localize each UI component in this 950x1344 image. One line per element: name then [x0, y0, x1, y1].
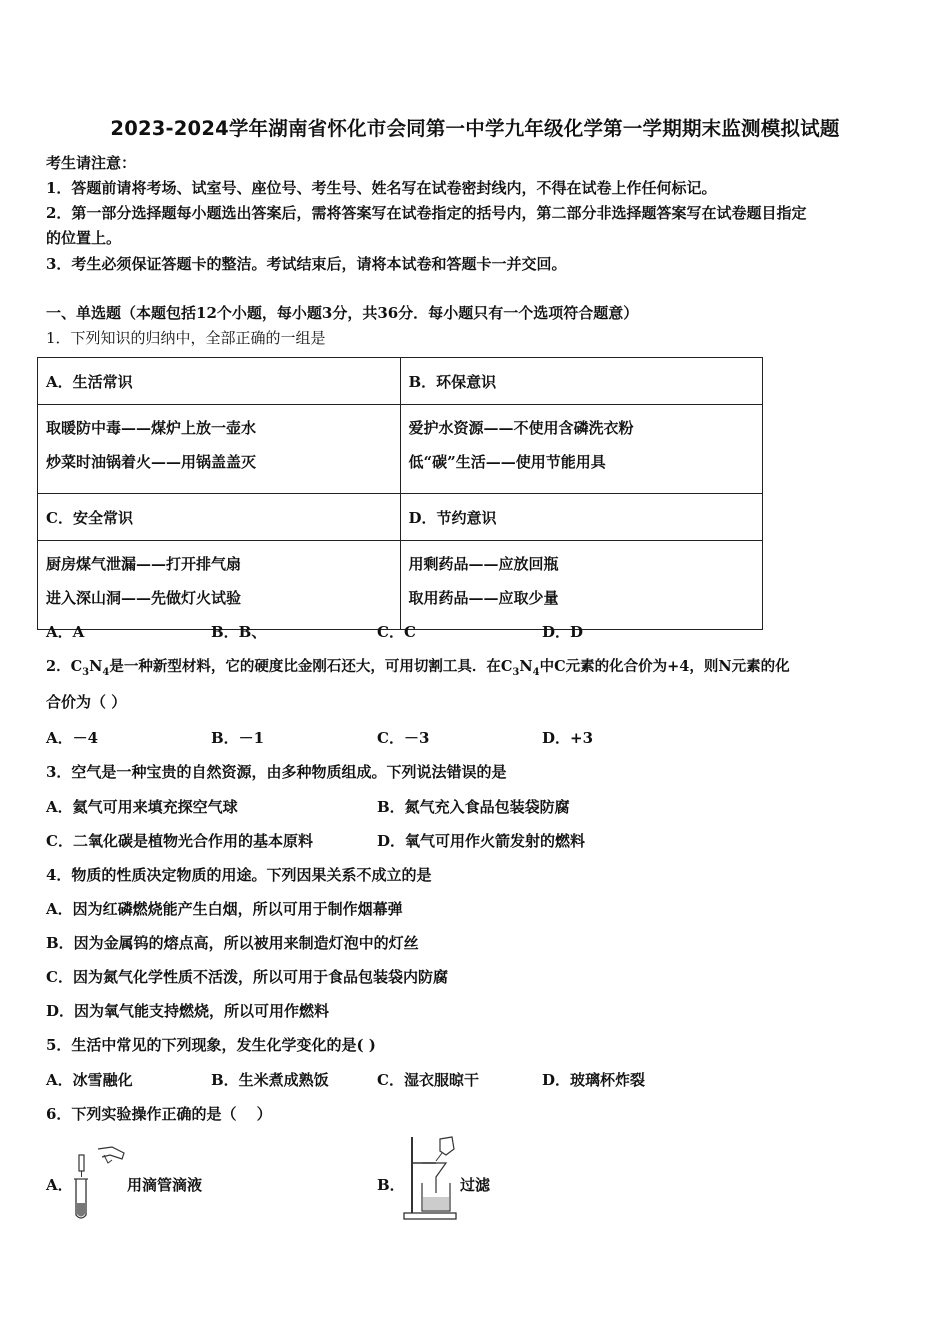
q3-option-b[interactable]: B．氮气充入食品包装袋防腐	[377, 798, 570, 816]
section-heading: 一、单选题（本题包括12个小题，每小题3分，共36分．每小题只有一个选项符合题意）	[46, 304, 639, 322]
dropper-test-tube-icon	[68, 1143, 128, 1223]
q2-stem-cont: 合价为（ ）	[46, 693, 127, 711]
q1-a-line-2: 炒菜时油锅着火——用锅盖盖灭	[46, 453, 257, 471]
notice-item-3: 3．考生必须保证答题卡的整洁。考试结束后，请将本试卷和答题卡一并交回。	[46, 255, 567, 273]
q2-option-a[interactable]: A．－4	[46, 729, 99, 747]
filtration-apparatus-icon	[400, 1133, 462, 1221]
q5-option-a[interactable]: A．冰雪融化	[46, 1071, 133, 1089]
q1-cell-b-body	[400, 405, 763, 494]
q1-c-line-1: 厨房煤气泄漏——打开排气扇	[46, 555, 242, 573]
q2-option-c[interactable]: C．－3	[377, 729, 430, 747]
q1-stem: 1．下列知识的归纳中，全部正确的一组是	[46, 329, 326, 347]
q1-option-a[interactable]: A．A	[46, 623, 85, 641]
q4-stem: 4．物质的性质决定物质的用途。下列因果关系不成立的是	[46, 866, 432, 884]
q6-option-b-letter[interactable]: B．	[377, 1176, 405, 1194]
q5-option-b[interactable]: B．生米煮成熟饭	[211, 1071, 329, 1089]
q1-table	[37, 357, 763, 630]
q1-cell-d-head: D．节约意识	[400, 494, 763, 541]
q1-cell-d-body	[400, 541, 763, 630]
q1-a-line-1: 取暖防中毒——煤炉上放一壶水	[46, 419, 257, 437]
q2-option-b[interactable]: B．－1	[211, 729, 265, 747]
q3-option-d[interactable]: D．氧气可用作火箭发射的燃料	[377, 832, 586, 850]
q6-stem: 6．下列实验操作正确的是（ ）	[46, 1105, 272, 1123]
q5-stem: 5．生活中常见的下列现象，发生化学变化的是( )	[46, 1036, 376, 1054]
q1-c-line-2: 进入深山洞——先做灯火试验	[46, 589, 242, 607]
notice-item-2: 2．第一部分选择题每小题选出答案后，需将答案写在试卷指定的括号内，第二部分非选择题答案写在试卷题目指定	[46, 204, 807, 222]
q4-option-b[interactable]: B．因为金属钨的熔点高，所以被用来制造灯泡中的灯丝	[46, 934, 419, 952]
notice-item-1: 1．答题前请将考场、试室号、座位号、考生号、姓名写在试卷密封线内，不得在试卷上作任何标记。	[46, 179, 717, 197]
q1-cell-a-head: A．生活常识	[38, 358, 401, 405]
q3-option-a[interactable]: A．氦气可用来填充探空气球	[46, 798, 238, 816]
q3-stem: 3．空气是一种宝贵的自然资源，由多种物质组成。下列说法错误的是	[46, 763, 507, 781]
q2-formula-1: $C_3N_4$	[70, 658, 110, 678]
q1-b-line-1: 爱护水资源——不使用含磷洗衣粉	[408, 419, 634, 437]
q1-option-c[interactable]: C．C	[377, 623, 416, 641]
exam-title: 2023-2024学年湖南省怀化市会同第一中学九年级化学第一学期期末监测模拟试题	[110, 117, 840, 140]
q4-option-c[interactable]: C．因为氮气化学性质不活泼，所以可用于食品包装袋内防腐	[46, 968, 448, 986]
q1-d-line-1: 用剩药品——应放回瓶	[408, 555, 559, 573]
q6-option-a-letter[interactable]: A．	[46, 1176, 73, 1194]
q1-b-line-2: 低“碳”生活——使用节能用具	[408, 453, 606, 471]
q2-stem	[46, 655, 790, 678]
q5-option-c[interactable]: C．湿衣服晾干	[377, 1071, 479, 1089]
q4-option-a[interactable]: A．因为红磷燃烧能产生白烟，所以可用于制作烟幕弹	[46, 900, 403, 918]
q2-text-1: 是一种新型材料，它的硬度比金刚石还大，可用切割工具．在	[109, 658, 501, 675]
q2-option-d[interactable]: D．+3	[542, 729, 594, 747]
q1-cell-c-head: C．安全常识	[38, 494, 401, 541]
q2-formula-2: $C_3N_4$	[500, 658, 540, 678]
q3-option-c[interactable]: C．二氧化碳是植物光合作用的基本原料	[46, 832, 313, 850]
q1-d-line-2: 取用药品——应取少量	[408, 589, 559, 607]
q2-number: 2．	[46, 658, 71, 675]
q1-cell-c-body	[38, 541, 401, 630]
q1-option-b[interactable]: B．B、	[211, 623, 267, 641]
q5-option-d[interactable]: D．玻璃杯炸裂	[542, 1071, 646, 1089]
notice-item-2-cont: 的位置上。	[46, 229, 122, 247]
q2-text-2: 中C元素的化合价为+4，则N元素的化	[539, 658, 790, 675]
q1-option-d[interactable]: D．D	[542, 623, 584, 641]
q6-option-b-text: 过滤	[460, 1176, 491, 1194]
notice-heading: 考生请注意：	[46, 154, 137, 172]
q6-option-a-text: 用滴管滴液	[127, 1176, 203, 1194]
q4-option-d[interactable]: D．因为氧气能支持燃烧，所以可用作燃料	[46, 1002, 330, 1020]
q1-cell-a-body	[38, 405, 401, 494]
q1-cell-b-head: B．环保意识	[400, 358, 763, 405]
